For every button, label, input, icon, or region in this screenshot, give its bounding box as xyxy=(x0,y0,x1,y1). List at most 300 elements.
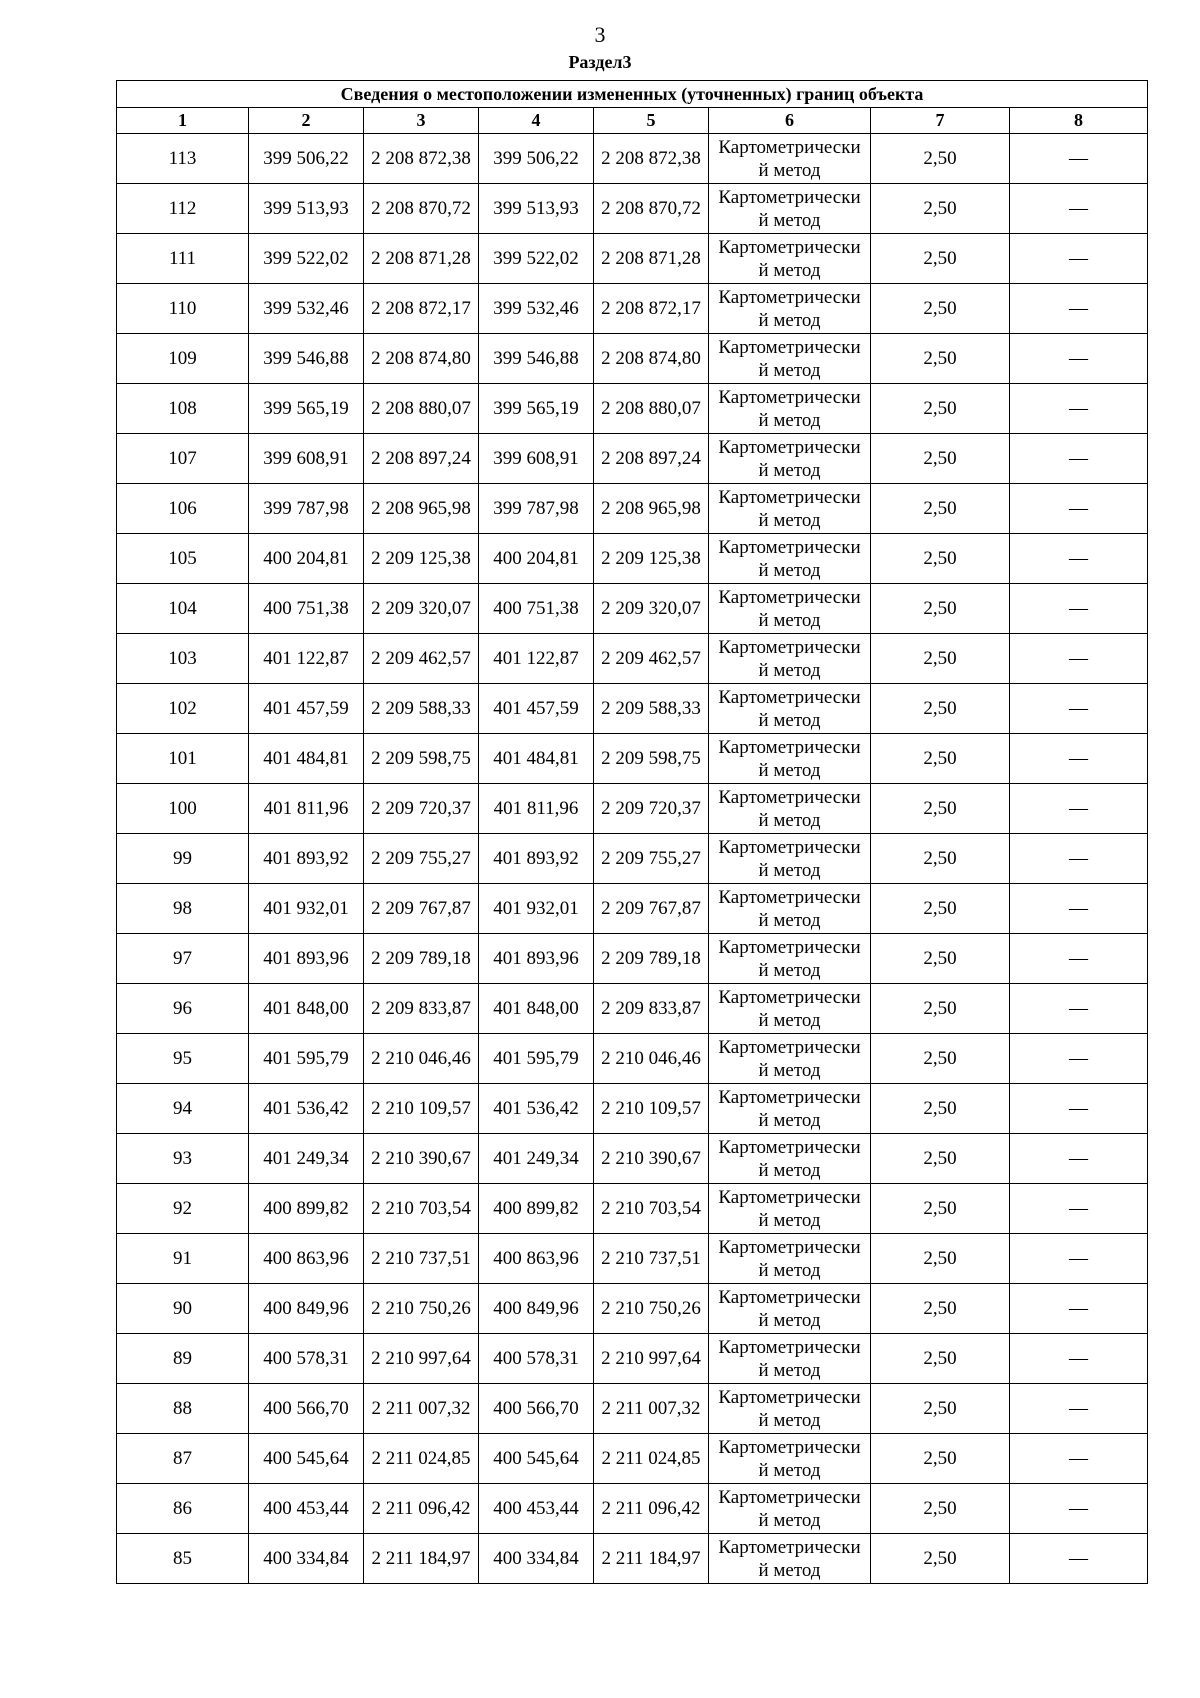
y-old-cell: 2 210 997,64 xyxy=(364,1334,479,1384)
method-line-1: Картометрически xyxy=(718,236,861,258)
table-row xyxy=(117,1084,1148,1134)
description-cell: — xyxy=(1010,684,1148,734)
method-line-1: Картометрически xyxy=(718,886,861,908)
x-old-cell: 400 863,96 xyxy=(249,1234,364,1284)
column-header: 1 xyxy=(117,108,249,134)
method-line-1: Картометрически xyxy=(718,386,861,408)
y-old-cell: 2 209 462,57 xyxy=(364,634,479,684)
table-row xyxy=(117,1484,1148,1534)
x-old-cell: 401 484,81 xyxy=(249,734,364,784)
method-line-2: й метод xyxy=(758,1409,821,1431)
method-line-2: й метод xyxy=(758,1459,821,1481)
y-old-cell: 2 208 965,98 xyxy=(364,484,479,534)
x-old-cell: 401 848,00 xyxy=(249,984,364,1034)
method-line-2: й метод xyxy=(758,1509,821,1531)
method-cell xyxy=(709,484,871,534)
column-header: 7 xyxy=(871,108,1010,134)
method-line-1: Картометрически xyxy=(718,136,861,158)
y-new-cell: 2 209 598,75 xyxy=(594,734,709,784)
x-old-cell: 399 513,93 xyxy=(249,184,364,234)
method-line-1: Картометрически xyxy=(718,1486,861,1508)
description-cell: — xyxy=(1010,284,1148,334)
y-old-cell: 2 211 007,32 xyxy=(364,1384,479,1434)
description-cell: — xyxy=(1010,1434,1148,1484)
y-new-cell: 2 210 997,64 xyxy=(594,1334,709,1384)
accuracy-cell: 2,50 xyxy=(871,1334,1010,1384)
method-cell xyxy=(709,1384,871,1434)
method-cell xyxy=(709,1484,871,1534)
point-number-cell: 89 xyxy=(117,1334,249,1384)
accuracy-cell: 2,50 xyxy=(871,684,1010,734)
method-cell xyxy=(709,1034,871,1084)
table-row xyxy=(117,434,1148,484)
method-line-1: Картометрически xyxy=(718,786,861,808)
x-new-cell: 401 932,01 xyxy=(479,884,594,934)
table-row xyxy=(117,1534,1148,1584)
y-new-cell: 2 208 874,80 xyxy=(594,334,709,384)
x-old-cell: 399 506,22 xyxy=(249,134,364,184)
method-line-1: Картометрически xyxy=(718,1186,861,1208)
table-row xyxy=(117,1434,1148,1484)
method-line-1: Картометрически xyxy=(718,936,861,958)
x-old-cell: 401 249,34 xyxy=(249,1134,364,1184)
y-new-cell: 2 208 871,28 xyxy=(594,234,709,284)
accuracy-cell: 2,50 xyxy=(871,334,1010,384)
method-line-1: Картометрически xyxy=(718,336,861,358)
y-new-cell: 2 209 720,37 xyxy=(594,784,709,834)
method-cell xyxy=(709,1134,871,1184)
method-line-1: Картометрически xyxy=(718,586,861,608)
y-old-cell: 2 209 598,75 xyxy=(364,734,479,784)
method-cell xyxy=(709,1534,871,1584)
point-number-cell: 97 xyxy=(117,934,249,984)
method-cell xyxy=(709,334,871,384)
description-cell: — xyxy=(1010,234,1148,284)
method-cell xyxy=(709,884,871,934)
point-number-cell: 99 xyxy=(117,834,249,884)
x-old-cell: 401 122,87 xyxy=(249,634,364,684)
y-old-cell: 2 209 767,87 xyxy=(364,884,479,934)
x-new-cell: 400 566,70 xyxy=(479,1384,594,1434)
accuracy-cell: 2,50 xyxy=(871,984,1010,1034)
method-cell xyxy=(709,984,871,1034)
accuracy-cell: 2,50 xyxy=(871,434,1010,484)
method-line-2: й метод xyxy=(758,1309,821,1331)
y-old-cell: 2 209 320,07 xyxy=(364,584,479,634)
method-line-2: й метод xyxy=(758,1109,821,1131)
method-line-2: й метод xyxy=(758,1059,821,1081)
x-new-cell: 401 122,87 xyxy=(479,634,594,684)
table-row xyxy=(117,834,1148,884)
accuracy-cell: 2,50 xyxy=(871,834,1010,884)
point-number-cell: 94 xyxy=(117,1084,249,1134)
description-cell: — xyxy=(1010,934,1148,984)
method-line-1: Картометрически xyxy=(718,1286,861,1308)
point-number-cell: 106 xyxy=(117,484,249,534)
description-cell: — xyxy=(1010,184,1148,234)
table-row xyxy=(117,1384,1148,1434)
description-cell: — xyxy=(1010,1034,1148,1084)
method-cell xyxy=(709,184,871,234)
table-row xyxy=(117,1034,1148,1084)
x-old-cell: 399 565,19 xyxy=(249,384,364,434)
point-number-cell: 96 xyxy=(117,984,249,1034)
y-old-cell: 2 210 109,57 xyxy=(364,1084,479,1134)
y-old-cell: 2 209 125,38 xyxy=(364,534,479,584)
y-new-cell: 2 210 703,54 xyxy=(594,1184,709,1234)
table-row xyxy=(117,684,1148,734)
y-new-cell: 2 209 588,33 xyxy=(594,684,709,734)
column-header: 6 xyxy=(709,108,871,134)
point-number-cell: 110 xyxy=(117,284,249,334)
method-line-1: Картометрически xyxy=(718,486,861,508)
method-line-2: й метод xyxy=(758,659,821,681)
x-old-cell: 401 536,42 xyxy=(249,1084,364,1134)
y-old-cell: 2 208 897,24 xyxy=(364,434,479,484)
accuracy-cell: 2,50 xyxy=(871,384,1010,434)
method-cell xyxy=(709,1434,871,1484)
y-new-cell: 2 211 096,42 xyxy=(594,1484,709,1534)
table-row xyxy=(117,884,1148,934)
x-old-cell: 399 787,98 xyxy=(249,484,364,534)
y-new-cell: 2 210 046,46 xyxy=(594,1034,709,1084)
description-cell: — xyxy=(1010,384,1148,434)
y-new-cell: 2 209 755,27 xyxy=(594,834,709,884)
table-row xyxy=(117,1234,1148,1284)
point-number-cell: 101 xyxy=(117,734,249,784)
description-cell: — xyxy=(1010,1534,1148,1584)
accuracy-cell: 2,50 xyxy=(871,1434,1010,1484)
y-new-cell: 2 209 767,87 xyxy=(594,884,709,934)
method-cell xyxy=(709,734,871,784)
description-cell: — xyxy=(1010,484,1148,534)
method-line-2: й метод xyxy=(758,509,821,531)
accuracy-cell: 2,50 xyxy=(871,1484,1010,1534)
x-new-cell: 400 204,81 xyxy=(479,534,594,584)
table-row xyxy=(117,584,1148,634)
table-row xyxy=(117,334,1148,384)
method-cell xyxy=(709,634,871,684)
accuracy-cell: 2,50 xyxy=(871,1084,1010,1134)
table-row xyxy=(117,934,1148,984)
x-new-cell: 399 787,98 xyxy=(479,484,594,534)
method-cell xyxy=(709,1284,871,1334)
x-new-cell: 400 751,38 xyxy=(479,584,594,634)
method-cell xyxy=(709,834,871,884)
accuracy-cell: 2,50 xyxy=(871,584,1010,634)
method-cell xyxy=(709,684,871,734)
accuracy-cell: 2,50 xyxy=(871,534,1010,584)
y-new-cell: 2 208 880,07 xyxy=(594,384,709,434)
table-row xyxy=(117,534,1148,584)
x-old-cell: 399 532,46 xyxy=(249,284,364,334)
point-number-cell: 86 xyxy=(117,1484,249,1534)
accuracy-cell: 2,50 xyxy=(871,734,1010,784)
description-cell: — xyxy=(1010,984,1148,1034)
accuracy-cell: 2,50 xyxy=(871,884,1010,934)
point-number-cell: 111 xyxy=(117,234,249,284)
method-line-2: й метод xyxy=(758,1209,821,1231)
table-row xyxy=(117,1134,1148,1184)
point-number-cell: 90 xyxy=(117,1284,249,1334)
accuracy-cell: 2,50 xyxy=(871,1184,1010,1234)
method-cell xyxy=(709,384,871,434)
y-new-cell: 2 209 789,18 xyxy=(594,934,709,984)
point-number-cell: 107 xyxy=(117,434,249,484)
method-line-1: Картометрически xyxy=(718,436,861,458)
point-number-cell: 85 xyxy=(117,1534,249,1584)
x-new-cell: 401 893,92 xyxy=(479,834,594,884)
method-line-2: й метод xyxy=(758,609,821,631)
x-new-cell: 399 513,93 xyxy=(479,184,594,234)
description-cell: — xyxy=(1010,834,1148,884)
y-old-cell: 2 210 750,26 xyxy=(364,1284,479,1334)
x-old-cell: 401 457,59 xyxy=(249,684,364,734)
y-old-cell: 2 210 703,54 xyxy=(364,1184,479,1234)
point-number-cell: 105 xyxy=(117,534,249,584)
point-number-cell: 95 xyxy=(117,1034,249,1084)
method-line-1: Картометрически xyxy=(718,986,861,1008)
accuracy-cell: 2,50 xyxy=(871,1134,1010,1184)
column-header: 5 xyxy=(594,108,709,134)
method-cell xyxy=(709,234,871,284)
x-old-cell: 400 751,38 xyxy=(249,584,364,634)
description-cell: — xyxy=(1010,1084,1148,1134)
method-line-1: Картометрически xyxy=(718,1536,861,1558)
method-cell xyxy=(709,284,871,334)
x-new-cell: 399 532,46 xyxy=(479,284,594,334)
point-number-cell: 109 xyxy=(117,334,249,384)
description-cell: — xyxy=(1010,734,1148,784)
y-old-cell: 2 208 872,17 xyxy=(364,284,479,334)
x-new-cell: 401 595,79 xyxy=(479,1034,594,1084)
x-old-cell: 400 566,70 xyxy=(249,1384,364,1434)
point-number-cell: 104 xyxy=(117,584,249,634)
y-new-cell: 2 210 737,51 xyxy=(594,1234,709,1284)
y-new-cell: 2 210 109,57 xyxy=(594,1084,709,1134)
y-new-cell: 2 210 390,67 xyxy=(594,1134,709,1184)
y-old-cell: 2 208 870,72 xyxy=(364,184,479,234)
x-new-cell: 401 811,96 xyxy=(479,784,594,834)
y-new-cell: 2 211 184,97 xyxy=(594,1534,709,1584)
method-line-1: Картометрически xyxy=(718,836,861,858)
y-old-cell: 2 209 755,27 xyxy=(364,834,479,884)
method-line-2: й метод xyxy=(758,759,821,781)
y-old-cell: 2 210 737,51 xyxy=(364,1234,479,1284)
x-old-cell: 401 893,92 xyxy=(249,834,364,884)
y-old-cell: 2 211 024,85 xyxy=(364,1434,479,1484)
point-number-cell: 98 xyxy=(117,884,249,934)
y-new-cell: 2 208 870,72 xyxy=(594,184,709,234)
x-new-cell: 400 578,31 xyxy=(479,1334,594,1384)
method-line-2: й метод xyxy=(758,209,821,231)
column-header: 4 xyxy=(479,108,594,134)
y-old-cell: 2 211 184,97 xyxy=(364,1534,479,1584)
method-line-1: Картометрически xyxy=(718,686,861,708)
y-new-cell: 2 211 007,32 xyxy=(594,1384,709,1434)
x-old-cell: 400 545,64 xyxy=(249,1434,364,1484)
description-cell: — xyxy=(1010,134,1148,184)
y-new-cell: 2 208 897,24 xyxy=(594,434,709,484)
x-old-cell: 400 453,44 xyxy=(249,1484,364,1534)
y-old-cell: 2 208 871,28 xyxy=(364,234,479,284)
method-cell xyxy=(709,534,871,584)
method-line-1: Картометрически xyxy=(718,536,861,558)
accuracy-cell: 2,50 xyxy=(871,1384,1010,1434)
table-row xyxy=(117,784,1148,834)
x-new-cell: 399 506,22 xyxy=(479,134,594,184)
method-line-1: Картометрически xyxy=(718,1236,861,1258)
x-new-cell: 401 848,00 xyxy=(479,984,594,1034)
table-row xyxy=(117,1284,1148,1334)
y-old-cell: 2 208 872,38 xyxy=(364,134,479,184)
method-line-1: Картометрически xyxy=(718,1436,861,1458)
y-new-cell: 2 208 965,98 xyxy=(594,484,709,534)
table-caption: Сведения о местоположении измененных (уточненных) границ объекта xyxy=(117,81,1148,108)
table-row xyxy=(117,984,1148,1034)
accuracy-cell: 2,50 xyxy=(871,134,1010,184)
description-cell: — xyxy=(1010,1334,1148,1384)
y-old-cell: 2 208 880,07 xyxy=(364,384,479,434)
description-cell: — xyxy=(1010,584,1148,634)
table-row xyxy=(117,1334,1148,1384)
accuracy-cell: 2,50 xyxy=(871,484,1010,534)
x-new-cell: 399 546,88 xyxy=(479,334,594,384)
x-new-cell: 400 899,82 xyxy=(479,1184,594,1234)
point-number-cell: 108 xyxy=(117,384,249,434)
y-old-cell: 2 209 789,18 xyxy=(364,934,479,984)
method-cell xyxy=(709,134,871,184)
point-number-cell: 100 xyxy=(117,784,249,834)
method-line-1: Картометрически xyxy=(718,1336,861,1358)
page-number: 3 xyxy=(594,22,606,47)
accuracy-cell: 2,50 xyxy=(871,934,1010,984)
x-old-cell: 401 932,01 xyxy=(249,884,364,934)
x-old-cell: 400 334,84 xyxy=(249,1534,364,1584)
description-cell: — xyxy=(1010,434,1148,484)
x-new-cell: 399 522,02 xyxy=(479,234,594,284)
method-cell xyxy=(709,584,871,634)
description-cell: — xyxy=(1010,534,1148,584)
y-new-cell: 2 209 833,87 xyxy=(594,984,709,1034)
method-cell xyxy=(709,1334,871,1384)
description-cell: — xyxy=(1010,1284,1148,1334)
x-old-cell: 400 899,82 xyxy=(249,1184,364,1234)
accuracy-cell: 2,50 xyxy=(871,1234,1010,1284)
method-line-2: й метод xyxy=(758,559,821,581)
method-line-1: Картометрически xyxy=(718,1086,861,1108)
method-line-1: Картометрически xyxy=(718,286,861,308)
x-new-cell: 401 484,81 xyxy=(479,734,594,784)
point-number-cell: 113 xyxy=(117,134,249,184)
method-line-2: й метод xyxy=(758,1009,821,1031)
method-line-1: Картометрически xyxy=(718,736,861,758)
method-line-2: й метод xyxy=(758,809,821,831)
y-new-cell: 2 211 024,85 xyxy=(594,1434,709,1484)
accuracy-cell: 2,50 xyxy=(871,1534,1010,1584)
point-number-cell: 87 xyxy=(117,1434,249,1484)
x-new-cell: 400 863,96 xyxy=(479,1234,594,1284)
x-new-cell: 399 565,19 xyxy=(479,384,594,434)
method-cell xyxy=(709,1234,871,1284)
method-cell xyxy=(709,434,871,484)
point-number-cell: 103 xyxy=(117,634,249,684)
y-old-cell: 2 209 720,37 xyxy=(364,784,479,834)
x-new-cell: 400 545,64 xyxy=(479,1434,594,1484)
table-row xyxy=(117,134,1148,184)
method-line-2: й метод xyxy=(758,359,821,381)
x-old-cell: 401 595,79 xyxy=(249,1034,364,1084)
accuracy-cell: 2,50 xyxy=(871,634,1010,684)
method-line-1: Картометрически xyxy=(718,636,861,658)
method-cell xyxy=(709,784,871,834)
point-number-cell: 91 xyxy=(117,1234,249,1284)
x-old-cell: 399 546,88 xyxy=(249,334,364,384)
x-new-cell: 400 334,84 xyxy=(479,1534,594,1584)
method-line-2: й метод xyxy=(758,1559,821,1581)
accuracy-cell: 2,50 xyxy=(871,184,1010,234)
method-line-2: й метод xyxy=(758,959,821,981)
table-row xyxy=(117,234,1148,284)
description-cell: — xyxy=(1010,1484,1148,1534)
method-line-2: й метод xyxy=(758,859,821,881)
method-line-2: й метод xyxy=(758,1159,821,1181)
method-line-2: й метод xyxy=(758,459,821,481)
description-cell: — xyxy=(1010,1234,1148,1284)
accuracy-cell: 2,50 xyxy=(871,234,1010,284)
x-old-cell: 399 608,91 xyxy=(249,434,364,484)
y-new-cell: 2 208 872,38 xyxy=(594,134,709,184)
method-line-2: й метод xyxy=(758,409,821,431)
method-line-1: Картометрически xyxy=(718,1386,861,1408)
method-line-2: й метод xyxy=(758,309,821,331)
column-header: 2 xyxy=(249,108,364,134)
description-cell: — xyxy=(1010,784,1148,834)
point-number-cell: 112 xyxy=(117,184,249,234)
x-new-cell: 401 893,96 xyxy=(479,934,594,984)
method-cell xyxy=(709,1184,871,1234)
point-number-cell: 88 xyxy=(117,1384,249,1434)
description-cell: — xyxy=(1010,1384,1148,1434)
y-new-cell: 2 209 320,07 xyxy=(594,584,709,634)
description-cell: — xyxy=(1010,884,1148,934)
y-old-cell: 2 209 833,87 xyxy=(364,984,479,1034)
table-header-row xyxy=(117,108,1148,134)
method-line-1: Картометрически xyxy=(718,1036,861,1058)
point-number-cell: 93 xyxy=(117,1134,249,1184)
table-row xyxy=(117,284,1148,334)
table-row xyxy=(117,184,1148,234)
table-body xyxy=(117,134,1148,1584)
x-old-cell: 399 522,02 xyxy=(249,234,364,284)
y-new-cell: 2 208 872,17 xyxy=(594,284,709,334)
column-header: 8 xyxy=(1010,108,1148,134)
accuracy-cell: 2,50 xyxy=(871,1284,1010,1334)
x-new-cell: 401 536,42 xyxy=(479,1084,594,1134)
y-new-cell: 2 209 462,57 xyxy=(594,634,709,684)
column-header: 3 xyxy=(364,108,479,134)
x-old-cell: 400 204,81 xyxy=(249,534,364,584)
y-old-cell: 2 209 588,33 xyxy=(364,684,479,734)
y-new-cell: 2 210 750,26 xyxy=(594,1284,709,1334)
method-line-2: й метод xyxy=(758,1359,821,1381)
x-new-cell: 401 249,34 xyxy=(479,1134,594,1184)
table-row xyxy=(117,1184,1148,1234)
y-old-cell: 2 210 046,46 xyxy=(364,1034,479,1084)
x-old-cell: 401 811,96 xyxy=(249,784,364,834)
description-cell: — xyxy=(1010,1184,1148,1234)
accuracy-cell: 2,50 xyxy=(871,1034,1010,1084)
